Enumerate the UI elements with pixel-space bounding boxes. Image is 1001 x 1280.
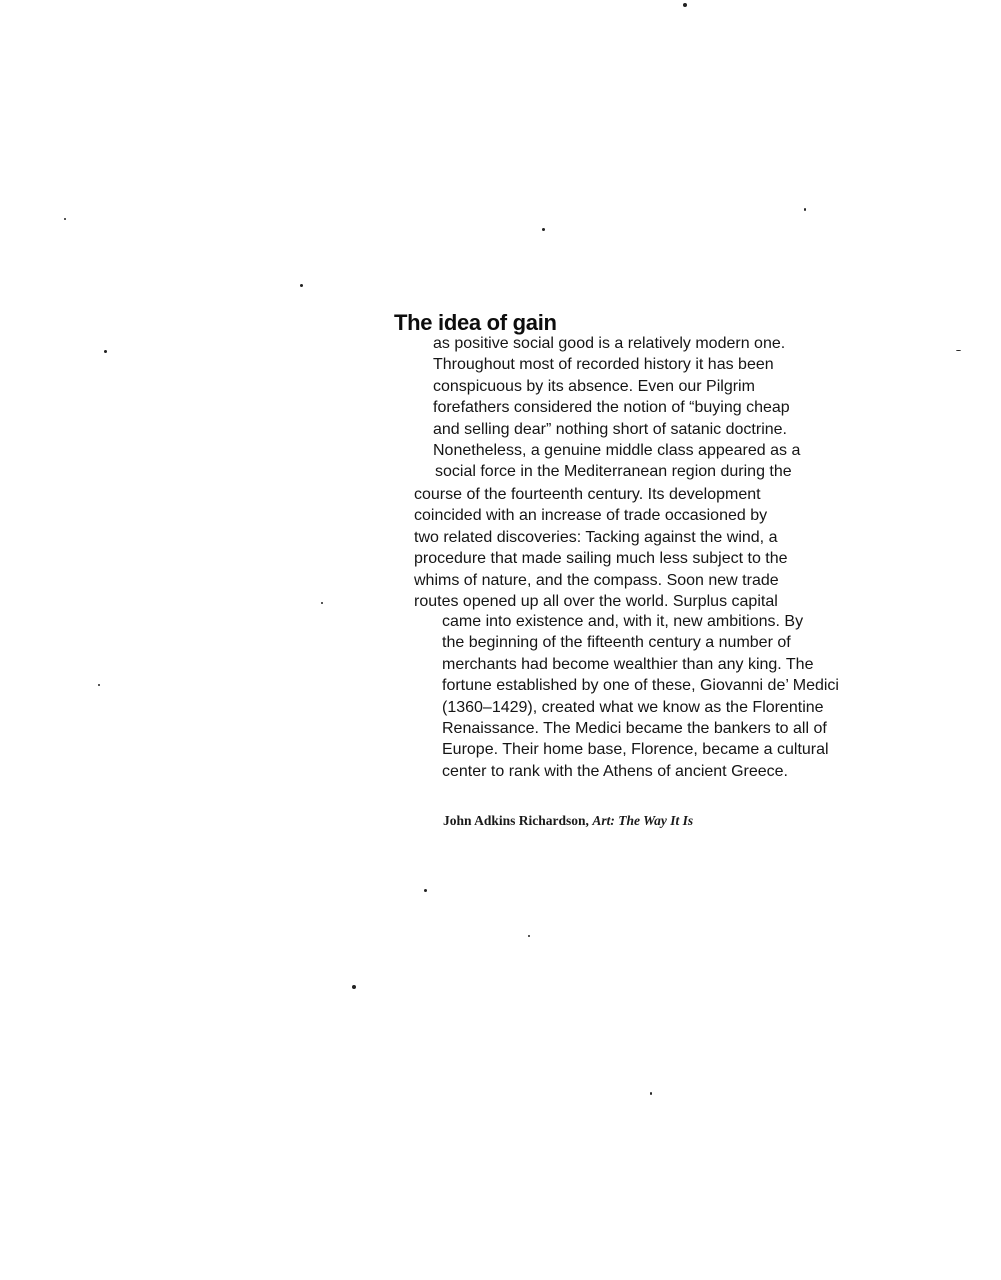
- text-line: two related discoveries: Tacking against the wind, a: [414, 528, 778, 546]
- speck: [352, 985, 356, 989]
- text-line: conspicuous by its absence. Even our Pilgrim: [433, 377, 755, 395]
- page-title: The idea of gain: [394, 310, 557, 335]
- text-line: course of the fourteenth century. Its development: [414, 486, 761, 503]
- text-line: Nonetheless, a genuine middle class appeared as a: [433, 442, 801, 460]
- text-line: Renaissance. The Medici became the bankers to all of: [442, 720, 827, 738]
- text-line: center to rank with the Athens of ancient Greece.: [442, 762, 788, 780]
- text-line: Throughout most of recorded history it has been: [433, 356, 774, 374]
- speck: [528, 935, 530, 937]
- paragraph-block-2: [414, 484, 788, 612]
- paragraph-block-3: [442, 611, 839, 782]
- text-line: social force in the Mediterranean region during the: [435, 463, 792, 481]
- speck: [804, 208, 806, 211]
- text-line: procedure that made sailing much less subject to the: [414, 550, 788, 568]
- text-line: whims of nature, and the compass. Soon new trade: [414, 571, 779, 589]
- speck: [300, 284, 303, 287]
- speck: [321, 602, 323, 604]
- paragraph-block-1: [433, 333, 800, 483]
- citation: [443, 813, 693, 829]
- text-line: Europe. Their home base, Florence, became a cultural: [442, 741, 829, 759]
- speck: [104, 350, 107, 353]
- speck: [650, 1092, 652, 1095]
- text-line: the beginning of the fifteenth century a number of: [442, 634, 791, 652]
- speck: [683, 3, 687, 7]
- speck: [424, 889, 427, 892]
- text-line: fortune established by one of these, Giovanni de’ Medici: [442, 677, 839, 695]
- text-line: (1360–1429), created what we know as the Florentine: [442, 698, 824, 716]
- speck: [956, 350, 961, 351]
- citation-author: John Adkins Richardson,: [443, 813, 589, 828]
- text-line: routes opened up all over the world. Surplus capital: [414, 593, 778, 611]
- citation-work: Art: The Way It Is: [592, 813, 694, 828]
- text-line: as positive social good is a relatively modern one.: [433, 335, 786, 352]
- text-line: merchants had become wealthier than any king. The: [442, 655, 814, 673]
- text-line: came into existence and, with it, new ambitions. By: [442, 613, 804, 630]
- speck: [64, 218, 66, 220]
- text-line: and selling dear” nothing short of satanic doctrine.: [433, 420, 787, 438]
- text-line: forefathers considered the notion of “buying cheap: [433, 399, 790, 417]
- text-line: coincided with an increase of trade occasioned by: [414, 507, 768, 525]
- speck: [98, 684, 100, 686]
- speck: [542, 228, 545, 231]
